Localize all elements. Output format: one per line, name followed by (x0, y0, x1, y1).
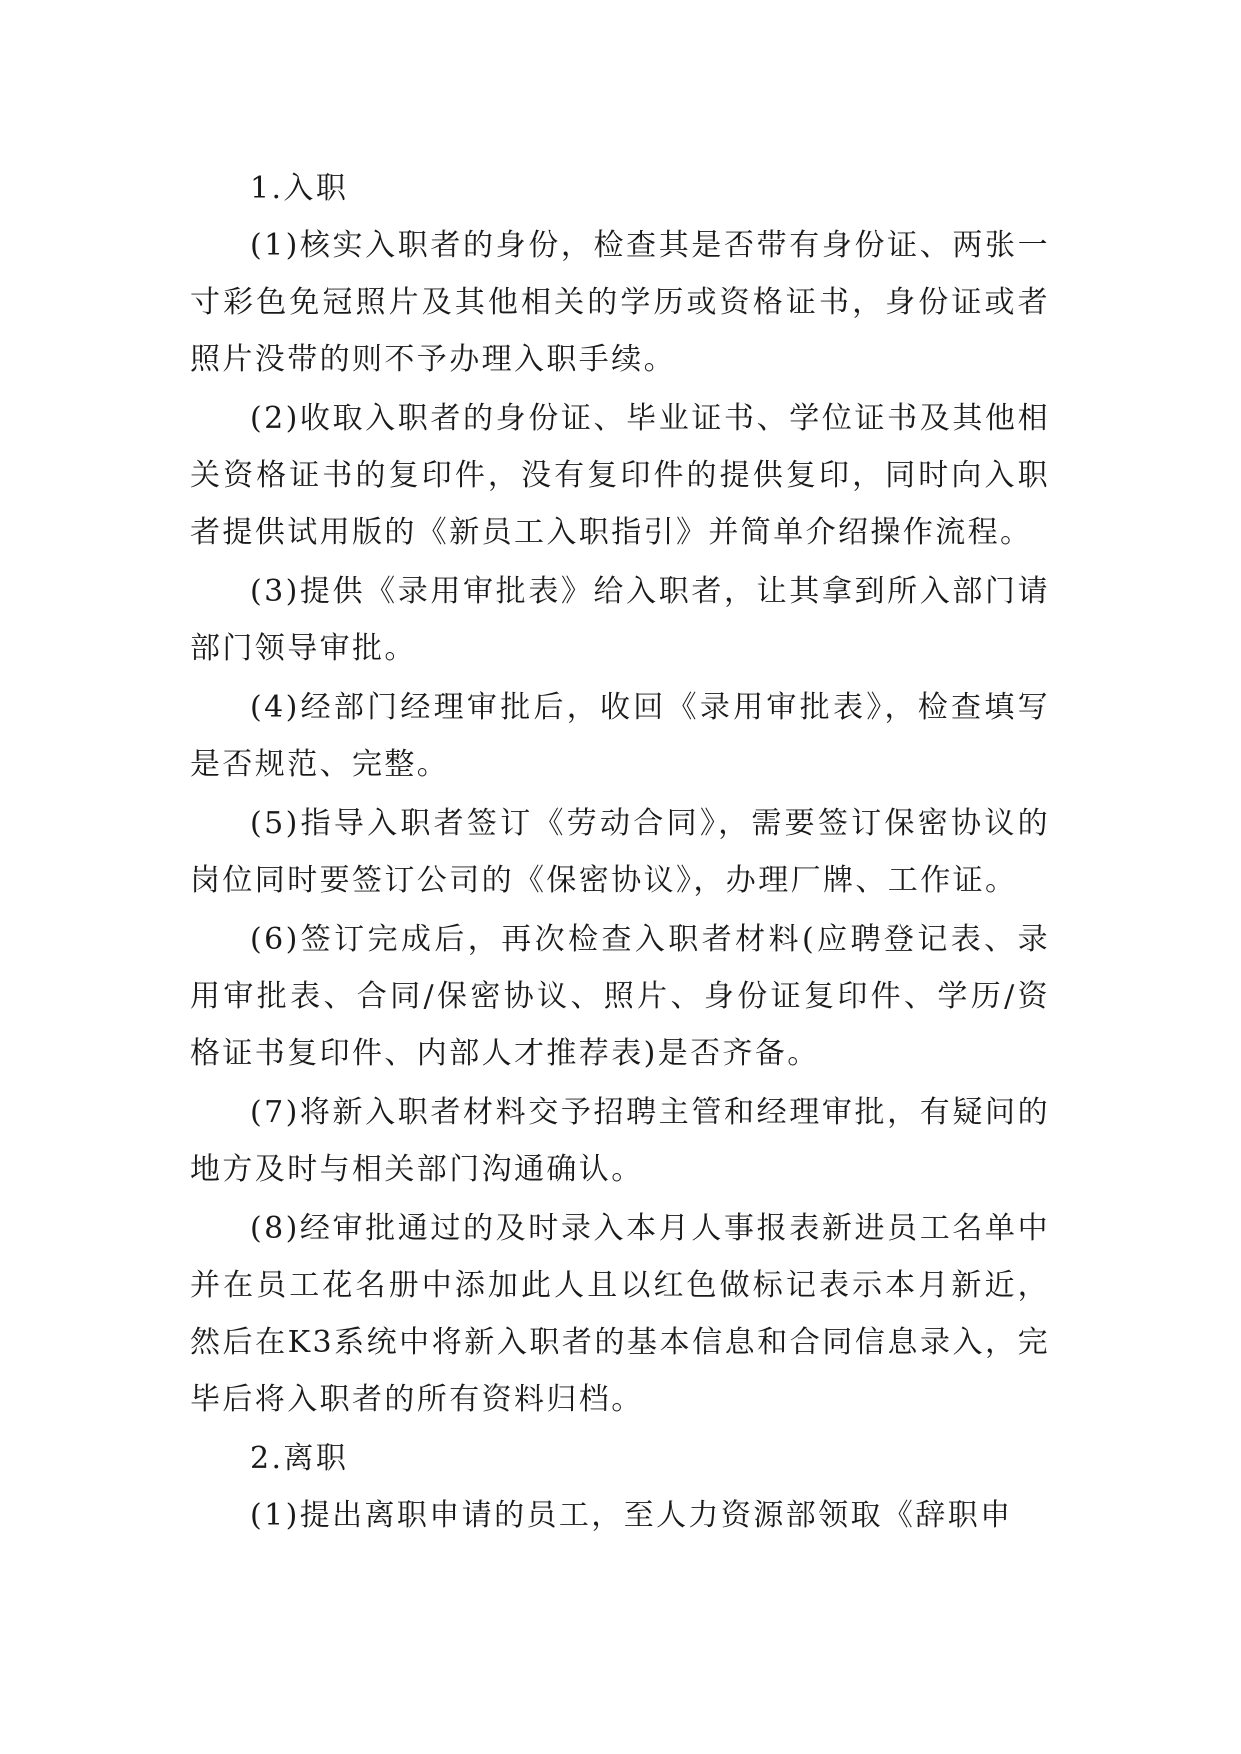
paragraph: (6)签订完成后，再次检查入职者材料(应聘登记表、录用审批表、合同/保密协议、照片、身份证复印件、学历/资格证书复印件、内部人才推荐表)是否齐备。 (190, 922, 1050, 1071)
paragraph: (7)将新入职者材料交予招聘主管和经理审批，有疑问的地方及时与相关部门沟通确认。 (190, 1095, 1050, 1187)
paragraph: (2)收取入职者的身份证、毕业证书、学位证书及其他相关资格证书的复印件，没有复印件的提供复印，同时向入职者提供试用版的《新员工入职指引》并简单介绍操作流程。 (190, 401, 1050, 550)
paragraph: (1)核实入职者的身份，检查其是否带有身份证、两张一寸彩色免冠照片及其他相关的学历或资格证书，身份证或者照片没带的则不予办理入职手续。 (190, 228, 1050, 377)
paragraph: (1)提出离职申请的员工，至人力资源部领取《辞职申 (250, 1498, 1013, 1533)
paragraph: (5)指导入职者签订《劳动合同》，需要签订保密协议的岗位同时要签订公司的《保密协议》，办理厂牌、工作证。 (190, 806, 1050, 898)
section-heading-onboarding: 1.入职 (250, 171, 349, 206)
section-heading-resignation: 2.离职 (250, 1441, 349, 1476)
document-body (190, 160, 1050, 1546)
paragraph: (8)经审批通过的及时录入本月人事报表新进员工名单中并在员工花名册中添加此人且以红色做标记表示本月新近，然后在K3系统中将新入职者的基本信息和合同信息录入，完毕后将入职者的所有资料归档。 (190, 1211, 1050, 1417)
paragraph: (3)提供《录用审批表》给入职者，让其拿到所入部门请部门领导审批。 (190, 574, 1050, 666)
paragraph: (4)经部门经理审批后，收回《录用审批表》，检查填写是否规范、完整。 (190, 690, 1050, 782)
